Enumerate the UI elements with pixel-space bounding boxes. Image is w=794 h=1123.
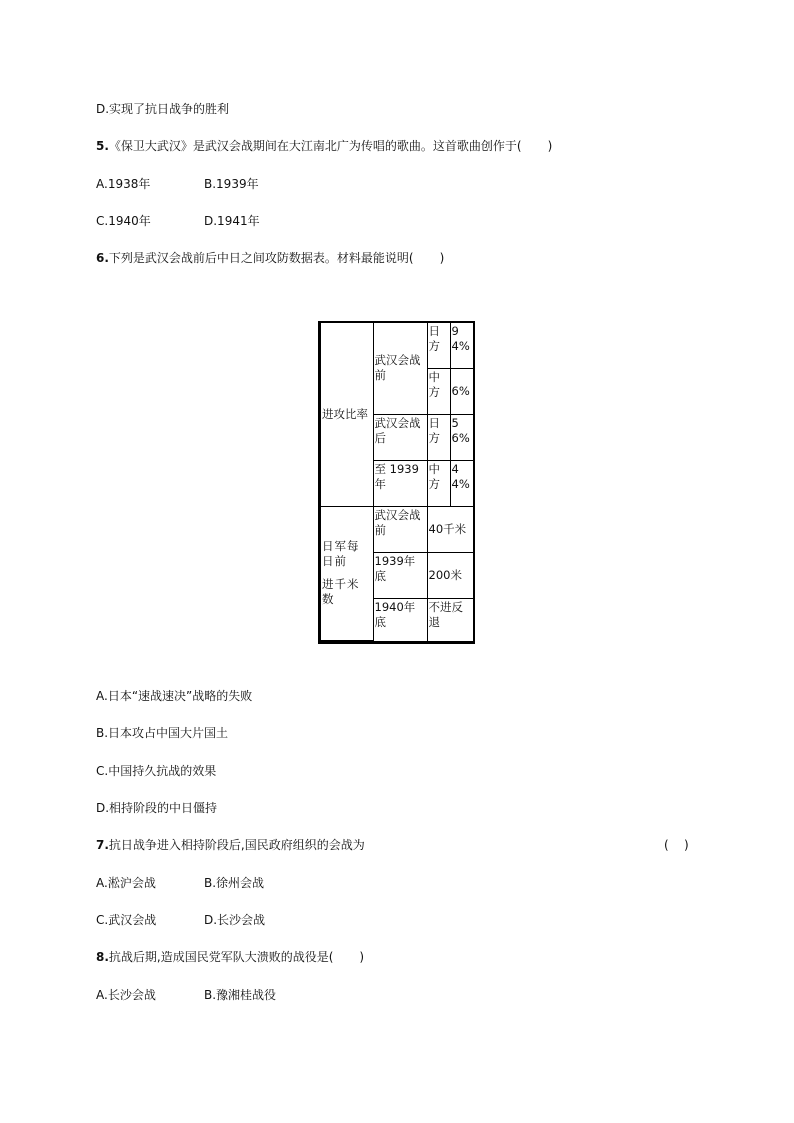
table-period-label: 武汉会战后	[373, 414, 427, 460]
table-group-label-line2: 进千米数	[322, 577, 360, 607]
table-cell: 40千米	[427, 506, 473, 552]
table-period-label: 至 1939年	[373, 460, 427, 506]
table-group-label-line1: 日军每日前	[322, 539, 360, 569]
question-answer-paren: ( )	[664, 838, 689, 852]
q7-option-c: C.武汉会战	[96, 913, 157, 927]
table-group-label	[321, 506, 373, 641]
q6-option-b: B.日本攻占中国大片国土	[96, 726, 229, 740]
question-text: 《保卫大武汉》是武汉会战期间在大江南北广为传唱的歌曲。这首歌曲创作于(	[108, 139, 522, 153]
q8-option-a: A.长沙会战	[96, 988, 156, 1002]
q6-option-a: A.日本“速战速决”战略的失败	[96, 689, 253, 703]
q7-option-a: A.淞沪会战	[96, 876, 156, 890]
question-8	[96, 949, 364, 965]
q7-option-d: D.长沙会战	[204, 913, 266, 927]
question-close-paren: )	[439, 251, 445, 265]
table-cell: 不进反退	[427, 598, 473, 641]
table-cell: 200米	[427, 552, 473, 598]
table-side-label: 日方	[427, 414, 450, 460]
table-side-label: 中方	[427, 460, 450, 506]
q5-option-b: B.1939年	[204, 177, 259, 191]
table-group-label: 进攻比率	[321, 323, 373, 506]
table-row-label: 1939年底	[373, 552, 427, 598]
question-number: 8.	[96, 950, 109, 964]
question-6	[96, 250, 444, 266]
table-cell: 94%	[450, 323, 473, 368]
table-row-label: 1940年底	[373, 598, 427, 641]
table-side-label: 日方	[427, 323, 450, 368]
q4-option-d: D.实现了抗日战争的胜利	[96, 102, 230, 116]
question-number: 7.	[96, 838, 109, 852]
q8-option-b: B.豫湘桂战役	[204, 988, 277, 1002]
question-5	[96, 138, 552, 154]
q5-option-d: D.1941年	[204, 214, 260, 228]
question-number: 6.	[96, 251, 109, 265]
q5-option-c: C.1940年	[96, 214, 151, 228]
table-row-label: 武汉会战前	[373, 506, 427, 552]
q6-option-d: D.相持阶段的中日僵持	[96, 801, 218, 815]
q5-option-a: A.1938年	[96, 177, 151, 191]
table-period-label: 武汉会战前	[373, 323, 427, 414]
question-close-paren: )	[359, 950, 365, 964]
table-cell: 44%	[450, 460, 473, 506]
question-close-paren: )	[547, 139, 553, 153]
q6-option-c: C.中国持久抗战的效果	[96, 764, 217, 778]
table-cell: 56%	[450, 414, 473, 460]
question-text: 抗日战争进入相持阶段后,国民政府组织的会战为	[108, 838, 365, 852]
question-text: 下列是武汉会战前后中日之间攻防数据表。材料最能说明(	[108, 251, 414, 265]
question-7	[96, 837, 365, 853]
question-text: 抗战后期,造成国民党军队大溃败的战役是(	[108, 950, 334, 964]
table-side-label: 中方	[427, 368, 450, 414]
q7-option-b: B.徐州会战	[204, 876, 265, 890]
offense-defense-table	[318, 321, 475, 644]
table-cell: 6%	[450, 368, 473, 414]
question-number: 5.	[96, 139, 109, 153]
